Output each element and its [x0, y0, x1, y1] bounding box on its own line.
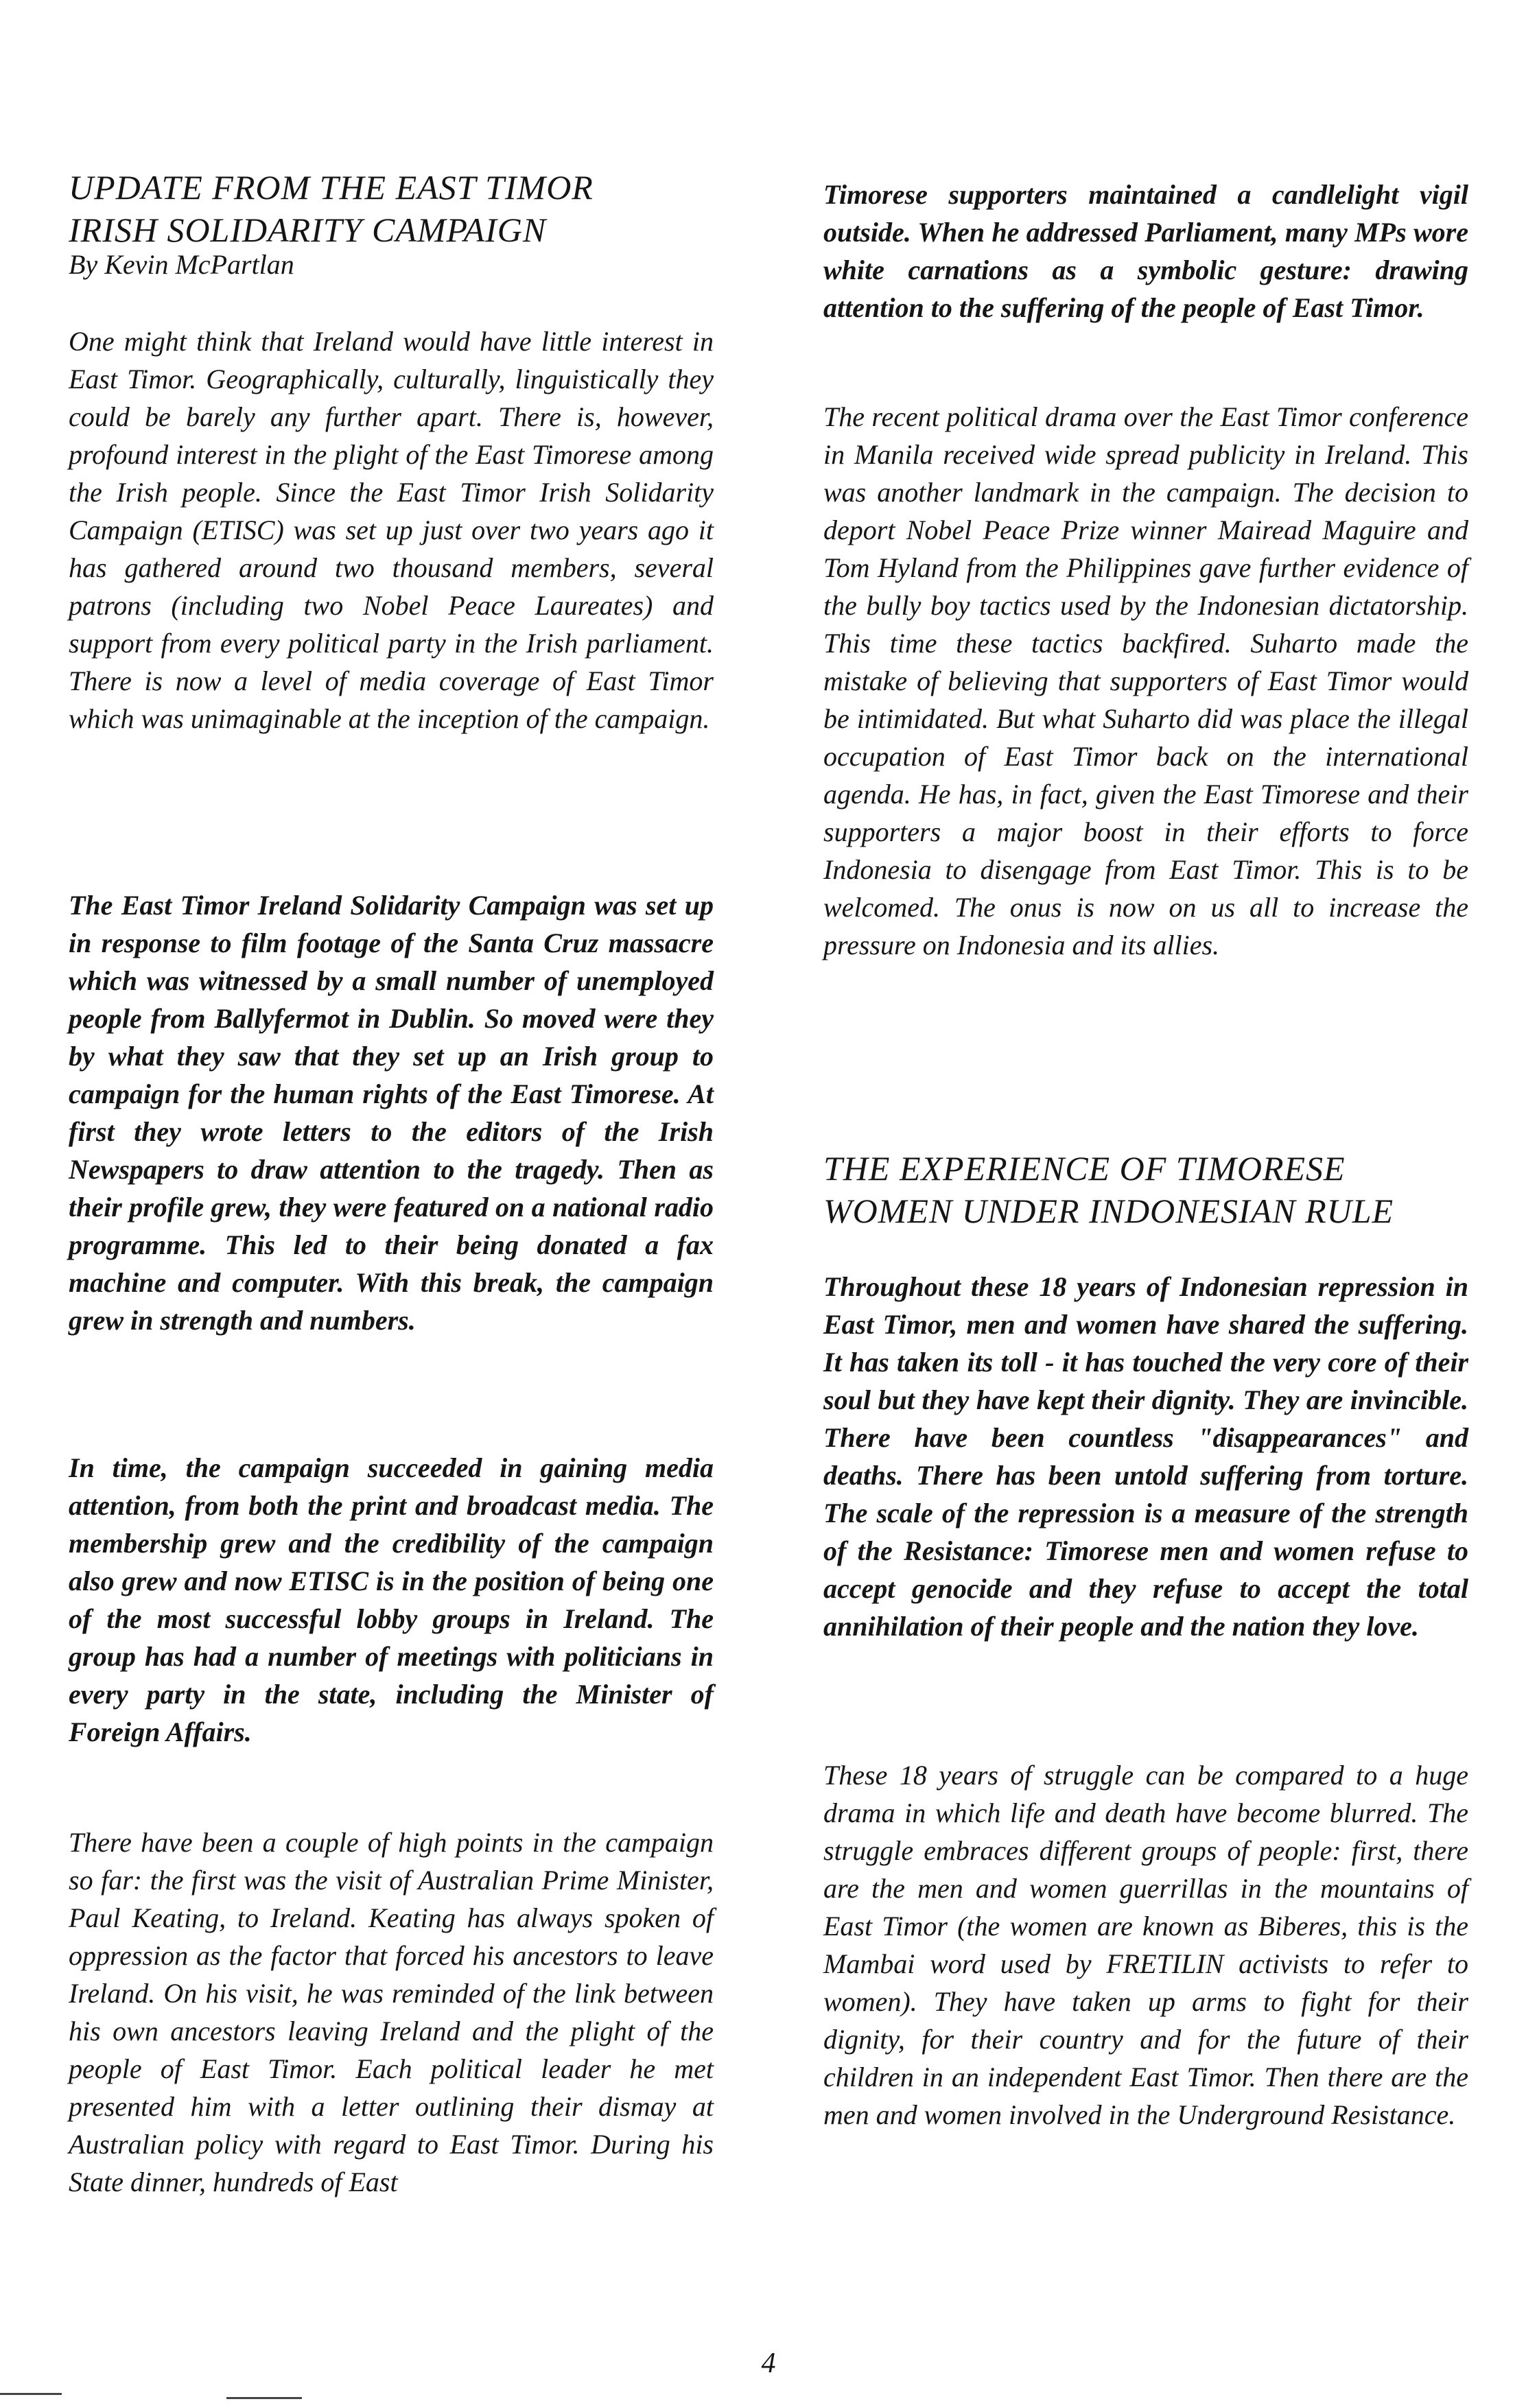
paragraph-2: The East Timor Ireland Solidarity Campaign was set up in response to film footage of the Santa Cruz massacre which was witnessed by a small number of unemployed people from Ballyfermot in Dublin. So moved were they by what they saw that they set up an Irish group to campaign for the human rights of the East Timorese. At first they wrote letters to the editors of the Irish Newspapers to draw attention to the tragedy. Then as their profile grew, they were featured on a national radio programme. This led to their being donated a fax machine and computer. With this break, the campaign grew in strength and numbers.: [69, 890, 714, 1336]
article-2-heading: [823, 1147, 1468, 1232]
byline: By Kevin McPartlan: [69, 249, 294, 280]
scan-artifact-line: [0, 2393, 62, 2395]
paragraph-8: These 18 years of struggle can be compared to a huge drama in which life and death have become blurred. The struggle embraces different groups of people: first, there are the men and women guerrillas in the mountains of East Timor (the women are known as Biberes, this is the Mambai word used by FRETILIN activists to refer to women). They have taken up arms to fight for their dignity, for their country and for the future of their children in an independent East Timor. Then there are the men and women involved in the Underground Resistance.: [823, 1760, 1468, 2130]
paragraph-6: The recent political drama over the East Timor conference in Manila received wide spread publicity in Ireland. This was another landmark in the campaign. The decision to deport Nobel Peace Prize winner Mairead Maguire and Tom Hyland from the Philippines gave further evidence of the bully boy tactics used by the Indonesian dictatorship. This time these tactics backfired. Suharto made the mistake of believing that supporters of East Timor would be intimidated. But what Suharto did was place the illegal occupation of East Timor back on the international agenda. He has, in fact, given the East Timorese and their supporters a major boost in their efforts to force Indonesia to disengage from East Timor. This is to be welcomed. The onus is now on us all to increase the pressure on Indonesia and its allies.: [823, 401, 1468, 960]
article-2-heading-line-1: THE EXPERIENCE OF TIMORESE: [823, 1149, 1346, 1188]
paragraph-7: Throughout these 18 years of Indonesian repression in East Timor, men and women have shared the suffering. It has taken its toll - it has touched the very core of their soul but they have kept their dignity. They are invincible. There have been countless "disappearances" and deaths. There has been untold suffering from torture. The scale of the repression is a measure of the strength of the Resistance: Timorese men and women refuse to accept genocide and they refuse to accept the total annihilation of their people and the nation they love.: [823, 1271, 1468, 1642]
paragraph-1: One might think that Ireland would have little interest in East Timor. Geographically, culturally, linguistically they could be barely any further apart. There is, however, profound interest in the plight of the East Timorese among the Irish people. Since the East Timor Irish Solidarity Campaign (ETISC) was set up just over two years ago it has gathered around two thousand members, several patrons (including two Nobel Peace Laureates) and support from every political party in the Irish parliament. There is now a level of media coverage of East Timor which was unimaginable at the inception of the campaign.: [69, 326, 714, 734]
scan-artifact-line: [226, 2397, 302, 2399]
article-heading-line-2: IRISH SOLIDARITY CAMPAIGN: [69, 211, 547, 249]
page-number: 4: [761, 2348, 776, 2379]
paragraph-3: In time, the campaign succeeded in gaining media attention, from both the print and broadcast media. The membership grew and the credibility of the campaign also grew and now ETISC is in the position of being one of the most successful lobby groups in Ireland. The group has had a number of meetings with politicians in every party in the state, including the Minister of Foreign Affairs.: [69, 1452, 714, 1747]
article-heading: [69, 166, 714, 251]
paragraph-4: There have been a couple of high points in the campaign so far: the first was the visit of Australian Prime Minister, Paul Keating, to Ireland. Keating has always spoken of oppression as the factor that forced his ancestors to leave Ireland. On his visit, he was reminded of the link between his own ancestors leaving Ireland and the plight of the people of East Timor. Each political leader he met presented him with a letter outlining their dismay at Australian policy with regard to East Timor. During his State dinner, hundreds of East: [69, 1827, 714, 2197]
paragraph-5: Timorese supporters maintained a candlelight vigil outside. When he addressed Parliament, many MPs wore white carnations as a symbolic gesture: drawing attention to the suffering of the people of East Timor.: [823, 179, 1468, 323]
article-2-heading-line-2: WOMEN UNDER INDONESIAN RULE: [823, 1192, 1394, 1230]
article-heading-line-1: UPDATE FROM THE EAST TIMOR: [69, 168, 594, 206]
